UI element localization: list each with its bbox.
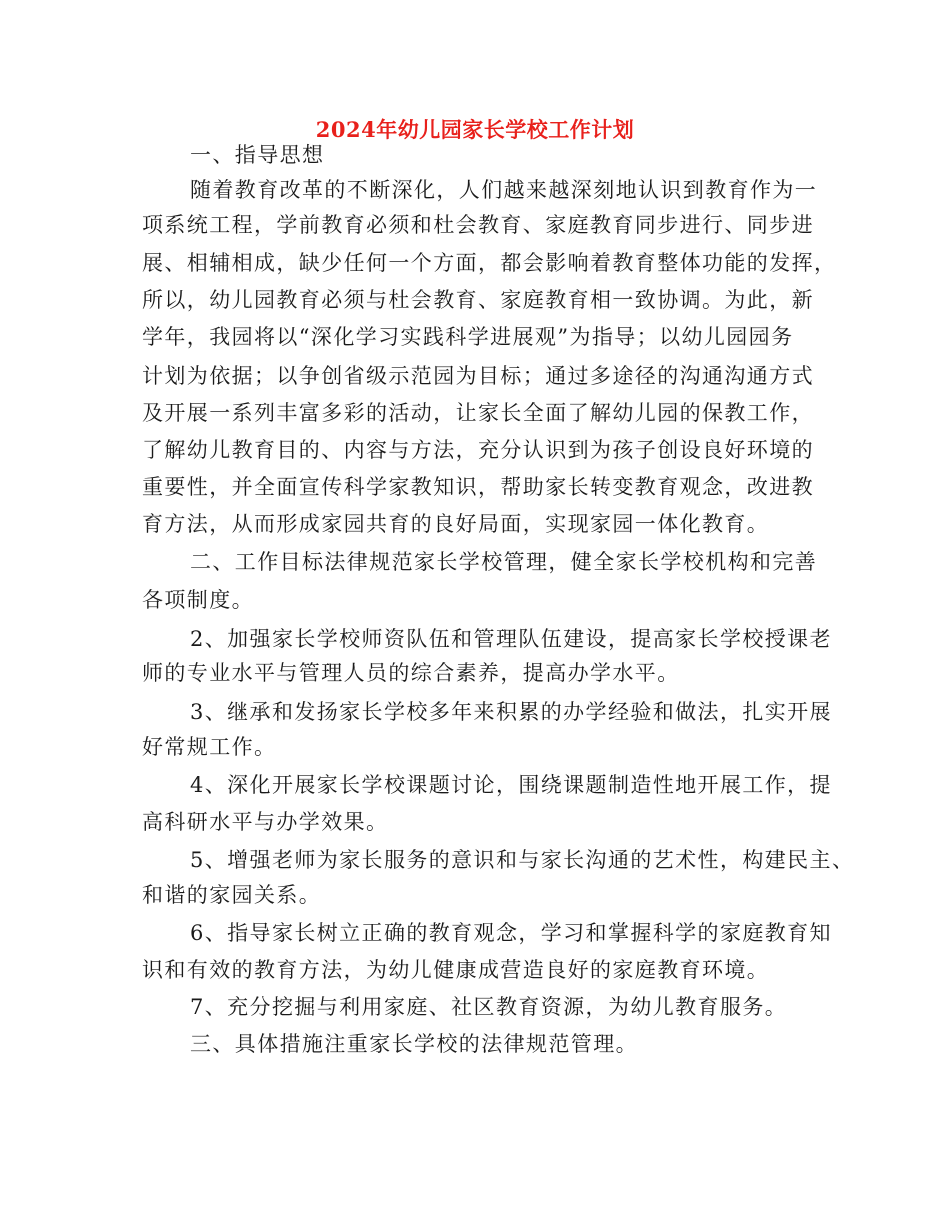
text-line: 展、相辅相成，缺少任何一个方面，都会影响着教育整体功能的发挥， — [142, 251, 837, 275]
text-line: 学年，我园将以“深化学习实践科学进展观”为指导；以幼儿园园务 — [142, 325, 794, 349]
text-line: 识和有效的教育方法，为幼儿健康成营造良好的家庭教育环境。 — [142, 958, 770, 982]
text-line: 2、加强家长学校师资队伍和管理队伍建设，提高家长学校授课老 — [190, 627, 832, 651]
text-line: 所以，幼儿园教育必须与杜会教育、家庭教育相一致协调。为此，新 — [142, 288, 814, 312]
text-line: 6、指导家长树立正确的教育观念，学习和掌握科学的家庭教育知 — [190, 921, 832, 945]
text-line: 高科研水平与办学效果。 — [142, 810, 389, 834]
text-line: 各项制度。 — [142, 588, 254, 612]
text-line: 育方法，从而形成家园共育的良好局面，实现家园一体化教育。 — [142, 512, 770, 536]
text-line: 三、具体措施注重家长学校的法律规范管理。 — [190, 1032, 638, 1056]
text-line: 和谐的家园关系。 — [142, 883, 322, 907]
text-line: 5、增强老师为家长服务的意识和与家长沟通的艺术性，构建民主、 — [190, 848, 855, 872]
text-line: 一、指导思想 — [190, 143, 325, 167]
text-line: 项系统工程，学前教育必须和杜会教育、家庭教育同步进行、同步进 — [142, 213, 814, 237]
text-line: 好常规工作。 — [142, 735, 277, 759]
text-line: 重要性，并全面宣传科学家教知识，帮助家长转变教育观念，改进教 — [142, 475, 814, 499]
text-line: 二、工作目标法律规范家长学校管理，健全家长学校机构和完善 — [190, 550, 818, 574]
text-line: 3、继承和发扬家长学校多年来积累的办学经验和做法，扎实开展 — [190, 700, 832, 724]
text-line: 7、充分挖掘与利用家庭、社区教育资源，为幼儿教育服务。 — [190, 995, 788, 1019]
text-line: 4、深化开展家长学校课题讨论，围绕课题制造性地开展工作，提 — [190, 773, 832, 797]
document-title: 2024年幼儿园家长学校工作计划 — [315, 117, 635, 142]
text-line: 计划为依据；以争创省级示范园为目标；通过多途径的沟通沟通方式 — [142, 364, 814, 388]
text-line: 随着教育改革的不断深化，人们越来越深刻地认识到教育作为一 — [190, 178, 818, 202]
text-line: 及开展一系列丰富多彩的活动，让家长全面了解幼儿园的保教工作， — [142, 401, 814, 425]
text-line: 师的专业水平与管理人员的综合素养，提高办学水平。 — [142, 661, 680, 685]
text-line: 了解幼儿教育目的、内容与方法，充分认识到为孩子创设良好环境的 — [142, 438, 814, 462]
